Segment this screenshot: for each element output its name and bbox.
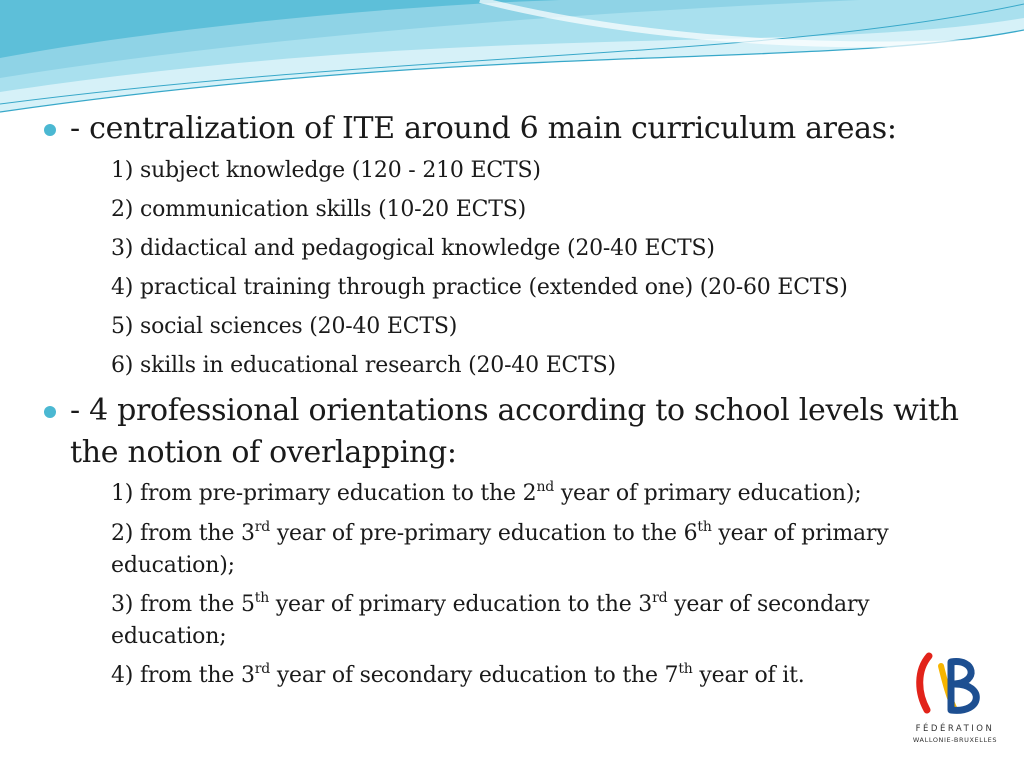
sub-item xyxy=(111,589,941,653)
header-wave-decoration xyxy=(0,0,1024,120)
sub-item-text: 1) from pre-primary education to the 2 xyxy=(111,481,537,506)
sub-item-text: year of secondary education; xyxy=(111,592,870,649)
sub-item-text: year of pre-primary education to the 6 xyxy=(270,521,698,546)
sub-item-text: year of primary education to the 3 xyxy=(269,592,653,617)
logo-text-wallonie-bruxelles: WALLONIE-BRUXELLES xyxy=(912,736,998,744)
federation-wallonie-bruxelles-logo xyxy=(905,652,1005,747)
bullet-text: - centralization of ITE around 6 main curriculum areas: xyxy=(70,111,897,146)
sub-item-text: year of primary education); xyxy=(111,521,889,578)
sub-item xyxy=(111,660,941,692)
sub-item: 5) social sciences (20-40 ECTS) xyxy=(111,314,458,339)
sub-item: 3) didactical and pedagogical knowledge (20-40 ECTS) xyxy=(111,236,715,261)
sub-item xyxy=(111,478,941,510)
sub-item-text: year of secondary education to the 7 xyxy=(270,663,679,688)
ordinal-suffix: rd xyxy=(254,661,271,677)
fwb-logo-mark-icon xyxy=(915,652,995,716)
ordinal-suffix: nd xyxy=(536,479,555,495)
sub-item: 1) subject knowledge (120 - 210 ECTS) xyxy=(111,158,541,183)
sub-item: 6) skills in educational research (20-40 ECTS) xyxy=(111,353,616,378)
sub-item: 2) communication skills (10-20 ECTS) xyxy=(111,197,526,222)
ordinal-suffix: rd xyxy=(254,519,271,535)
sub-item-text: year of primary education); xyxy=(554,481,862,506)
ordinal-suffix: th xyxy=(678,661,693,677)
ordinal-suffix: rd xyxy=(652,590,668,606)
logo-text-federation: FÉDÉRATION xyxy=(915,724,995,734)
bullet-dot-icon xyxy=(44,124,56,136)
sub-item-text: year of it. xyxy=(692,663,805,688)
sub-item-text: 2) from the 3 xyxy=(111,521,255,546)
bullet-dot-icon xyxy=(44,406,56,418)
bullet-text: - 4 professional orientations according to school levels with the notion of overlapping: xyxy=(70,393,959,470)
sub-item: 4) practical training through practice (extended one) (20-60 ECTS) xyxy=(111,275,848,300)
sub-item-text: 3) from the 5 xyxy=(111,592,255,617)
sub-item xyxy=(111,518,941,582)
ordinal-suffix: th xyxy=(254,590,270,606)
sub-item-text: 4) from the 3 xyxy=(111,663,255,688)
ordinal-suffix: th xyxy=(697,519,712,535)
